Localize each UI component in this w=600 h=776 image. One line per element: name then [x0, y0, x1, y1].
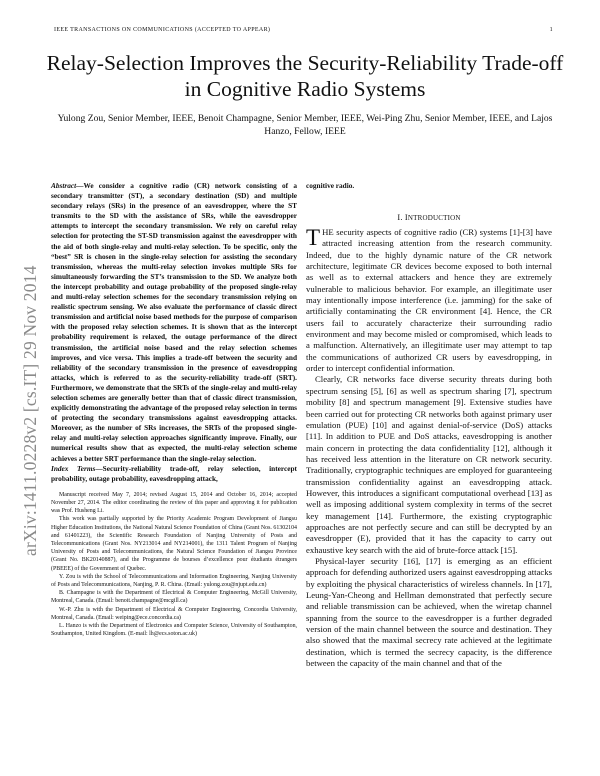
- arxiv-stamp: [12, 186, 46, 556]
- abstract: [51, 181, 297, 464]
- section-title-initial: I: [404, 213, 408, 222]
- arxiv-stamp-text: arXiv:1411.0228v2 [cs.IT] 29 Nov 2014: [20, 265, 40, 556]
- section-numeral: I.: [397, 213, 403, 222]
- abstract-label: Abstract: [51, 181, 77, 190]
- intro-paragraph: Physical-layer security [16], [17] is emerging as an efficient approach for defending authorized users against eavesdropping attacks by exploiting the physical characteristics of wireless channels. In [17], Leung-Yan-Cheong and Hellman demonstrated that perfectly secure and reliable transmission can be achieved, when the wiretap channel spanning from the source to the eavesdropper is a further degraded version of the main channel between the source and destination. They also showed that the maximal secrecy rate achieved at the legitimate destination, which is termed the secrecy capacity, is the difference between the capacity of the main channel and that of the: [306, 555, 552, 669]
- footnote: W.-P. Zhu is with the Department of Electrical & Computer Engineering, Concordia University, Montreal, Canada. (Email: weiping@ece.concordia.ca): [51, 606, 297, 621]
- intro-paragraph: Clearly, CR networks face diverse security threats during both spectrum sensing [5], [6] as well as spectrum sharing [7], spectrum mobility [8] and spectrum management [9]. Extensive studies have been carried out for protecting CR networks both against primary user emulation (PUE) [10] and against denial-of-service (DoS) attacks [11]. In addition to PUE and DoS attacks, eavesdropping is another main concern in protecting the data confidentiality [12], although it has received less attention in the literature on CR network security. Traditionally, cryptographic techniques are employed for guaranteeing transmission confidentiality against an eavesdropping attack. However, this introduces a significant computational overhead [13] as well as imposing additional system complexity in terms of the secret key management [14]. Furthermore, the existing cryptographic approaches are not perfectly secure and can still be decrypted by an eavesdropper (E), provided that it has the capacity to carry out exhaustive key search with the aid of brute-force attack [15].: [306, 374, 552, 555]
- index-terms: [51, 464, 297, 484]
- footnote: Manuscript received May 7, 2014; revised August 15, 2014 and October 16, 2014; accepted November 27, 2014. The editor coordinating the review of this paper and approving it for publication was Prof. Husheng Li.: [51, 491, 297, 515]
- left-column: [51, 181, 297, 638]
- index-terms-text: —Security-reliability trade-off, relay selection, intercept probability, outage probability, eavesdropping attack,: [51, 463, 297, 483]
- section-heading: [306, 213, 552, 222]
- footnote: B. Champagne is with the Department of Electrical & Computer Engineering, McGill University, Montreal, Canada. (Email: benoit.champagne@mcgill.ca): [51, 590, 297, 605]
- intro-paragraph-text: HE security aspects of cognitive radio (CR) systems [1]-[3] have attracted increasing attention from the research community. Indeed, due to the highly dynamic nature of the CR network architecture, legitimate CR devices become exposed to both internal as well as to external attackers and hence they are extremely vulnerable to malicious behavior. For example, an illegitimate user may intentionally impose interference (i.e. jamming) for the sake of artificially contaminating the CR environment [4]. Hence, the CR users fail to accurately characterize their surrounding radio environment and may become misled or compromised, which leads to a malfunction. Alternatively, an illegitimate user may attempt to tap the communications of authorized CR users by eavesdropping, in order to intercept confidential information.: [306, 227, 552, 374]
- footnote: Y. Zou is with the School of Telecommunications and Information Engineering, Nanjing University of Posts and Telecommunications, Nanjing, P. R. China. (Email: yulong.zou@njupt.edu.cn): [51, 573, 297, 589]
- index-terms-label: Index Terms: [51, 463, 96, 473]
- page-number: 1: [549, 27, 553, 33]
- index-terms-continuation: cognitive radio.: [306, 181, 355, 190]
- intro-paragraph: [306, 227, 552, 374]
- section-title-rest: NTRODUCTION: [407, 214, 461, 222]
- author-list: Yulong Zou, Senior Member, IEEE, Benoit Champagne, Senior Member, IEEE, Wei-Ping Zhu, Senior Member, IEEE, and Lajos Hanzo, Fellow, IEEE: [57, 113, 553, 137]
- right-column: [306, 181, 552, 669]
- footnote: L. Hanzo is with the Department of Electronics and Computer Science, University of Southampton, Southampton, United Kingdom. (E-mail: lh@ecs.soton.ac.uk): [51, 623, 297, 638]
- footnote: This work was partially supported by the Priority Academic Program Development of Jiangsu Higher Education Institutions, the National Natural Science Foundation of China (Grant Nos. 61302104 and 61401223), the Scientific Research Foundation of Nanjing University of Posts and Telecommunications (Grant Nos. NY213014 and NY214001), the 1311 Talent Program of Nanjing University of Posts and Telecommunications, the Natural Science Foundation of Jiangsu Province (Grant No. BK20140887), and the Programme de bourses d’excellence pour étudiants étrangers (PBEEE) of the Government of Quebec.: [51, 516, 297, 572]
- drop-cap: T: [306, 225, 321, 250]
- paper-title: Relay-Selection Improves the Security-Reliability Trade-off in Cognitive Radio Systems: [46, 51, 564, 101]
- running-header: IEEE TRANSACTIONS ON COMMUNICATIONS (ACCEPTED TO APPEAR): [54, 27, 271, 33]
- abstract-text: —We consider a cognitive radio (CR) network consisting of a secondary transmitter (ST), a secondary destination (SD) and multiple secondary relays (SRs) in the presence of an eavesdropper, where the ST transmits to the SD with the assistance of SRs, while the eavesdropper attempts to intercept the secondary transmission. We rely on careful relay selection for protecting the ST-SD transmission against the eavesdropper with the aid of both single-relay and multi-relay selection. To be specific, only the “best” SR is chosen in the single-relay selection for assisting the secondary transmission, whereas the multi-relay selection invokes multiple SRs for simultaneously forwarding the ST’s transmission to the SD. We analyze both the intercept probability and outage probability of the proposed single-relay and multi-relay selection schemes for the secondary transmission relying on realistic spectrum sensing. We also evaluate the performance of classic direct transmission and artificial noise based methods for the purpose of comparison with the proposed relay selection schemes. It is shown that as the intercept probability requirement is relaxed, the outage performance of the direct transmission, the artificial noise based and the relay selection schemes improves, and vice versa. This implies a trade-off between the security and reliability of the secondary transmission in the presence of eavesdropping attacks, which is referred to as the security-reliability trade-off (SRT). Furthermore, we demonstrate that the SRTs of the single-relay and multi-relay selection schemes are generally better than that of classic direct transmission, explicitly demonstrating the advantage of the proposed relay selection in terms of protecting the secondary transmissions against eavesdropping attacks. Moreover, as the number of SRs increases, the SRTs of the proposed single-relay and multi-relay selection approaches significantly improve. Finally, our numerical results show that as expected, the multi-relay selection scheme achieves a better SRT performance than the single-relay selection.: [51, 181, 297, 463]
